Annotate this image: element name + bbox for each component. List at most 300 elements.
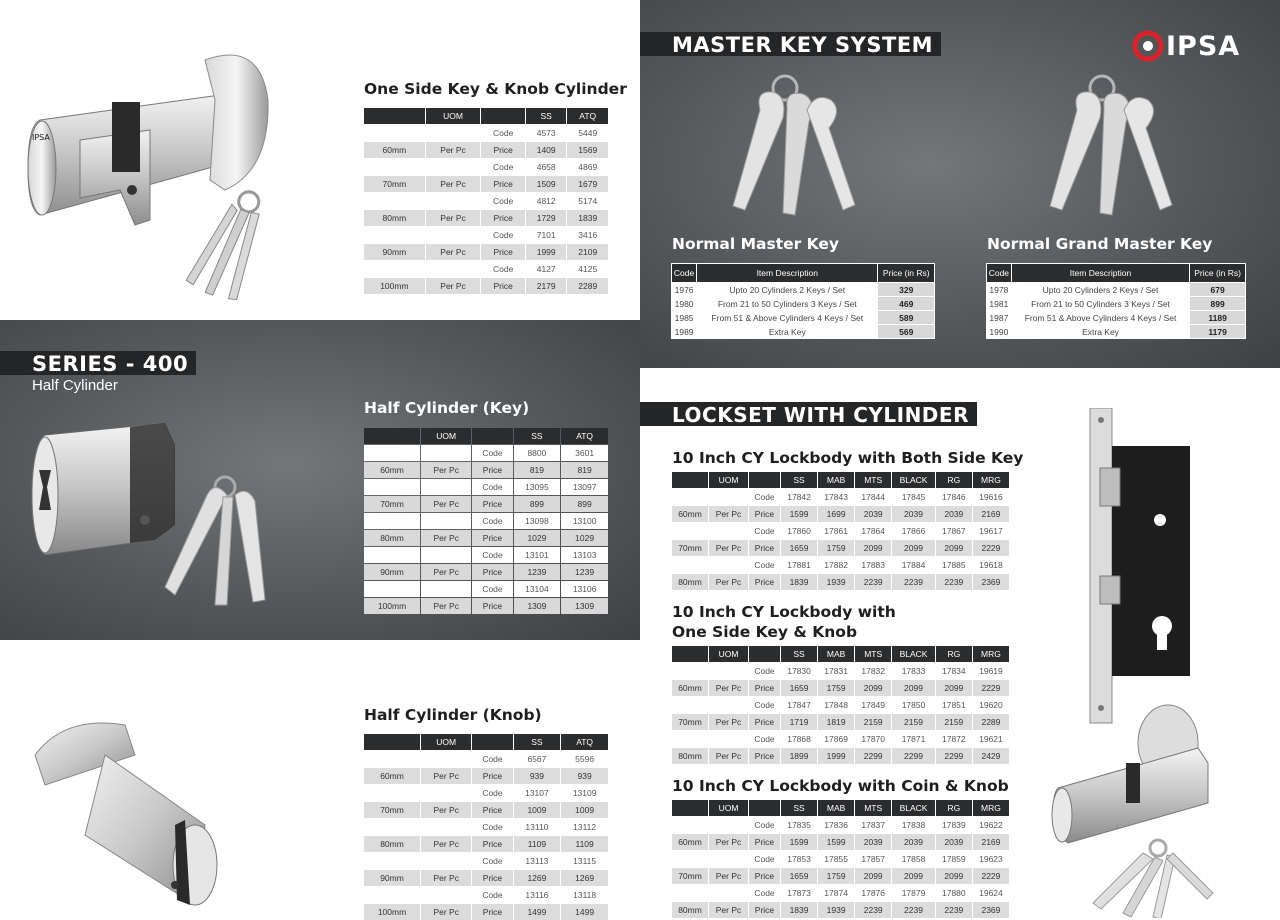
table-cell: 2289 — [973, 714, 1009, 730]
table-cell: Per Pc — [426, 210, 481, 226]
column-header — [364, 734, 420, 750]
table-row — [672, 885, 1009, 901]
table-row — [672, 680, 1009, 696]
table-cell: 13097 — [561, 479, 608, 495]
table-cell: 17873 — [781, 885, 817, 901]
table-cell: 13104 — [514, 581, 561, 597]
table-cell: 70mm — [672, 868, 708, 884]
table-cell: 17851 — [936, 697, 972, 713]
table-cell: 2099 — [855, 680, 891, 696]
table-cell: Extra Key — [1012, 325, 1189, 338]
banner-lockset: LOCKSET WITH CYLINDER — [640, 402, 977, 426]
column-header: UOM — [709, 646, 748, 662]
table-cell: Code — [481, 193, 525, 209]
column-header: Price (in Rs) — [1190, 264, 1245, 282]
section-title-half-knob: Half Cylinder (Knob) — [364, 706, 542, 724]
table-cell: 100mm — [364, 278, 425, 294]
table-row — [672, 748, 1009, 764]
section-title-normal-master: Normal Master Key — [672, 235, 840, 253]
table-cell: 2229 — [973, 680, 1009, 696]
column-header: RG — [936, 646, 972, 662]
table-cell: Per Pc — [421, 836, 471, 852]
table-cell — [672, 663, 708, 679]
table-row — [364, 768, 608, 784]
table-cell: 80mm — [672, 748, 708, 764]
table-cell: Code — [749, 489, 780, 505]
table-cell: 2299 — [892, 748, 935, 764]
table-cell: 13095 — [514, 479, 561, 495]
table-cell: Code — [472, 887, 512, 903]
table-cell — [672, 817, 708, 833]
table-cell: 17858 — [892, 851, 935, 867]
column-header: Price (in Rs) — [878, 264, 934, 282]
column-header: UOM — [421, 428, 471, 444]
table-cell: Code — [481, 261, 525, 277]
table-cell: 2099 — [855, 540, 891, 556]
table-cell — [672, 557, 708, 573]
table-cell: 4658 — [526, 159, 567, 175]
table-row — [364, 836, 608, 852]
table-cell: 13112 — [561, 819, 608, 835]
table-cell: Code — [472, 445, 512, 461]
table-cell: Upto 20 Cylinders 2 Keys / Set — [1012, 283, 1189, 296]
table-row — [364, 159, 608, 175]
table-cell: 1759 — [818, 680, 854, 696]
table-cell — [364, 547, 420, 563]
table-cell: 17839 — [936, 817, 972, 833]
table-cell: 1980 — [672, 297, 696, 310]
table-cell: 1409 — [526, 142, 567, 158]
table-row — [364, 904, 608, 920]
table-cell: Per Pc — [426, 278, 481, 294]
table-row — [672, 817, 1009, 833]
table-cell: 2159 — [936, 714, 972, 730]
table-cell: 1976 — [672, 283, 696, 296]
table-cell: Code — [749, 523, 780, 539]
table-cell — [364, 445, 420, 461]
table-header-row — [364, 734, 608, 750]
table-cell: Per Pc — [421, 564, 471, 580]
table-cell — [421, 853, 471, 869]
table-cell: 70mm — [364, 176, 425, 192]
table-cell: Code — [472, 819, 512, 835]
table-cell: 60mm — [364, 462, 420, 478]
table-cell: 1990 — [987, 325, 1011, 338]
table-cell: 2229 — [973, 868, 1009, 884]
table-cell: Code — [749, 885, 780, 901]
column-header — [364, 428, 420, 444]
table-cell: 2039 — [855, 834, 891, 850]
table-cell: 19620 — [973, 697, 1009, 713]
table-cell: 899 — [561, 496, 608, 512]
table-cell: 2429 — [973, 748, 1009, 764]
table-cell: Price — [749, 834, 780, 850]
table-cell: 13106 — [561, 581, 608, 597]
table-cell: Price — [749, 868, 780, 884]
table-header-row — [672, 646, 1009, 662]
table-cell: 1679 — [567, 176, 608, 192]
euro-cylinder-with-knob-image — [20, 40, 290, 300]
table-cell: Per Pc — [421, 904, 471, 920]
table-cell: 1569 — [567, 142, 608, 158]
table-grand-master-key — [986, 263, 1246, 339]
table-cell: 2239 — [936, 902, 972, 918]
table-cell — [364, 261, 425, 277]
section-title-coin-knob: 10 Inch CY Lockbody with Coin & Knob — [672, 777, 1009, 795]
table-cell: 1999 — [526, 244, 567, 260]
table-cell: 17830 — [781, 663, 817, 679]
table-cell: 13107 — [514, 785, 561, 801]
table-cell: 4812 — [526, 193, 567, 209]
table-cell: 2039 — [936, 506, 972, 522]
table-cell: Code — [472, 513, 512, 529]
table-row — [672, 663, 1009, 679]
table-cell: 4127 — [526, 261, 567, 277]
table-cell: Code — [472, 581, 512, 597]
price-table-coin-knob — [671, 799, 1010, 919]
table-cell: 2039 — [855, 506, 891, 522]
table-cell: 60mm — [364, 768, 420, 784]
table-cell: 939 — [561, 768, 608, 784]
column-header — [749, 800, 780, 816]
table-cell: From 51 & Above Cylinders 4 Keys / Set — [697, 311, 877, 324]
table-cell: 2099 — [855, 868, 891, 884]
master-keys-image-left — [725, 70, 865, 220]
column-header: ATQ — [561, 428, 608, 444]
table-cell: 1978 — [987, 283, 1011, 296]
table-header-row — [364, 428, 608, 444]
table-cell: 17833 — [892, 663, 935, 679]
table-cell: 1599 — [818, 834, 854, 850]
table-cell: 13100 — [561, 513, 608, 529]
table-row — [672, 557, 1009, 573]
table-cell: 1499 — [561, 904, 608, 920]
table-cell: 1987 — [987, 311, 1011, 324]
table-cell: 17876 — [855, 885, 891, 901]
table-cell: 17872 — [936, 731, 972, 747]
table-cell: Per Pc — [421, 802, 471, 818]
table-cell: 3416 — [567, 227, 608, 243]
table-cell: 2109 — [567, 244, 608, 260]
table-cell: 17859 — [936, 851, 972, 867]
half-cylinder-key-image — [25, 415, 275, 615]
table-cell — [421, 513, 471, 529]
table-cell — [672, 523, 708, 539]
table-cell: Price — [749, 506, 780, 522]
table-cell — [364, 853, 420, 869]
table-cell: 1939 — [818, 902, 854, 918]
table-cell: 1839 — [567, 210, 608, 226]
master-keys-image-right — [1042, 70, 1182, 220]
table-cell: Extra Key — [697, 325, 877, 338]
table-cell: 60mm — [672, 506, 708, 522]
table-cell: Per Pc — [426, 142, 481, 158]
table-cell: 2179 — [526, 278, 567, 294]
price-cell: 1189 — [1190, 311, 1245, 324]
table-cell: 13098 — [514, 513, 561, 529]
table-cell: 70mm — [672, 540, 708, 556]
table-cell: 2099 — [892, 680, 935, 696]
column-header: BLACK — [892, 800, 935, 816]
table-cell: 17880 — [936, 885, 972, 901]
table-header-row — [987, 264, 1245, 282]
table-header-row — [672, 800, 1009, 816]
table-cell: 17855 — [818, 851, 854, 867]
table-row — [672, 523, 1009, 539]
table-cell: 17857 — [855, 851, 891, 867]
table-cell: 1239 — [561, 564, 608, 580]
table-row — [364, 227, 608, 243]
table-cell: 60mm — [672, 834, 708, 850]
table-cell: 2239 — [892, 902, 935, 918]
table-cell: 17838 — [892, 817, 935, 833]
table-cell: Per Pc — [709, 540, 748, 556]
table-cell: 1899 — [781, 748, 817, 764]
table-cell — [709, 697, 748, 713]
table-cell: 19623 — [973, 851, 1009, 867]
section-title-half-key: Half Cylinder (Key) — [364, 399, 530, 417]
table-cell: 1699 — [818, 506, 854, 522]
table-cell: Code — [472, 751, 512, 767]
table-cell: 2289 — [567, 278, 608, 294]
table-cell: Price — [749, 574, 780, 590]
column-header: SS — [781, 646, 817, 662]
column-header: MRG — [973, 646, 1009, 662]
table-cell: Price — [472, 802, 512, 818]
table-cell: 17879 — [892, 885, 935, 901]
table-cell: 19617 — [973, 523, 1009, 539]
column-header — [472, 428, 512, 444]
table-cell: 70mm — [364, 496, 420, 512]
table-cell: 1009 — [514, 802, 561, 818]
table-cell: Code — [481, 125, 525, 141]
banner-series-400: SERIES - 400 — [0, 351, 196, 375]
table-cell: 80mm — [364, 836, 420, 852]
table-cell: 2239 — [936, 574, 972, 590]
table-cell: Price — [481, 244, 525, 260]
table-cell: 1839 — [781, 902, 817, 918]
table-cell — [421, 581, 471, 597]
table-cell: Code — [749, 851, 780, 867]
table-row — [672, 697, 1009, 713]
column-header — [472, 734, 512, 750]
table-cell: 4869 — [567, 159, 608, 175]
table-cell — [672, 697, 708, 713]
table-cell: 17848 — [818, 697, 854, 713]
column-header — [749, 472, 780, 488]
table-cell: 2099 — [936, 680, 972, 696]
ipsa-logo — [1132, 30, 1240, 62]
table-cell — [426, 125, 481, 141]
table-cell: Per Pc — [709, 868, 748, 884]
mortise-lockbody-image — [1080, 408, 1200, 728]
table-cell: 1659 — [781, 680, 817, 696]
table-cell: Code — [749, 557, 780, 573]
table-cell: 90mm — [364, 564, 420, 580]
ipsa-logo-mark — [1132, 30, 1164, 62]
table-cell: 13103 — [561, 547, 608, 563]
table-cell — [709, 817, 748, 833]
table-cell: 1269 — [514, 870, 561, 886]
table-cell: Code — [481, 227, 525, 243]
table-row — [364, 598, 608, 614]
table-cell: 1029 — [514, 530, 561, 546]
table-cell: 17861 — [818, 523, 854, 539]
table-cell: 819 — [514, 462, 561, 478]
table-cell: 6567 — [514, 751, 561, 767]
table-header-row — [672, 264, 934, 282]
table-cell: 2099 — [936, 868, 972, 884]
table-cell: 80mm — [364, 530, 420, 546]
table-cell: Code — [472, 479, 512, 495]
table-cell — [364, 581, 420, 597]
table-cell — [364, 227, 425, 243]
table-normal-master-key — [671, 263, 935, 339]
table-cell: Code — [481, 159, 525, 175]
table-cell — [421, 819, 471, 835]
table-row — [364, 564, 608, 580]
table-cell — [426, 159, 481, 175]
table-cell: Price — [472, 768, 512, 784]
table-cell: 70mm — [364, 802, 420, 818]
table-row — [987, 283, 1245, 296]
table-cell — [426, 261, 481, 277]
table-cell: 90mm — [364, 870, 420, 886]
table-cell: 17874 — [818, 885, 854, 901]
table-cell: 60mm — [672, 680, 708, 696]
table-cell: 17837 — [855, 817, 891, 833]
table-cell: Per Pc — [421, 768, 471, 784]
table-row — [364, 547, 608, 563]
table-cell: 1509 — [526, 176, 567, 192]
table-cell: Price — [472, 530, 512, 546]
table-cell: Code — [472, 547, 512, 563]
table-cell — [364, 751, 420, 767]
column-header: SS — [514, 428, 561, 444]
table-cell: 17884 — [892, 557, 935, 573]
table-cell: Price — [472, 836, 512, 852]
column-header — [672, 646, 708, 662]
table-cell: 17834 — [936, 663, 972, 679]
table-cell — [709, 731, 748, 747]
table-cell: Price — [472, 496, 512, 512]
table-cell: 13101 — [514, 547, 561, 563]
table-cell: Price — [749, 902, 780, 918]
column-header: MTS — [855, 472, 891, 488]
column-header: RG — [936, 800, 972, 816]
table-cell: 1981 — [987, 297, 1011, 310]
table-cell: Per Pc — [426, 176, 481, 192]
column-header: SS — [526, 108, 567, 124]
table-row — [364, 278, 608, 294]
table-cell — [364, 819, 420, 835]
table-cell: 17847 — [781, 697, 817, 713]
table-cell: 17881 — [781, 557, 817, 573]
table-row — [364, 819, 608, 835]
table-cell: 17842 — [781, 489, 817, 505]
table-row — [364, 785, 608, 801]
table-cell: 17831 — [818, 663, 854, 679]
column-header: UOM — [421, 734, 471, 750]
table-cell: 1659 — [781, 868, 817, 884]
table-row — [364, 479, 608, 495]
table-cell: 1819 — [818, 714, 854, 730]
table-cell: 13115 — [561, 853, 608, 869]
table-cell: 17853 — [781, 851, 817, 867]
table-cell: 2169 — [973, 834, 1009, 850]
table-cell: 2239 — [892, 574, 935, 590]
column-header: RG — [936, 472, 972, 488]
table-cell: 1309 — [514, 598, 561, 614]
column-header — [364, 108, 425, 124]
table-cell: 2159 — [855, 714, 891, 730]
table-row — [364, 261, 608, 277]
table-cell: 17868 — [781, 731, 817, 747]
table-cell: Per Pc — [421, 462, 471, 478]
table-cell: Price — [749, 714, 780, 730]
table-cell: 1759 — [818, 868, 854, 884]
table-cell: Code — [472, 785, 512, 801]
table-cell: 17835 — [781, 817, 817, 833]
table-cell: 2369 — [973, 574, 1009, 590]
table-cell: 17869 — [818, 731, 854, 747]
table-row — [672, 540, 1009, 556]
table-cell: Per Pc — [709, 714, 748, 730]
table-cell: 13110 — [514, 819, 561, 835]
table-cell: From 21 to 50 Cylinders 3 Keys / Set — [1012, 297, 1189, 310]
table-cell — [709, 557, 748, 573]
table-row — [364, 142, 608, 158]
panel-one-side-cylinder — [0, 0, 640, 320]
table-row — [364, 802, 608, 818]
table-cell — [364, 193, 425, 209]
table-cell: 100mm — [364, 904, 420, 920]
table-cell — [709, 851, 748, 867]
column-header: ATQ — [567, 108, 608, 124]
table-row — [672, 868, 1009, 884]
cylinder-with-knob-and-keys-image — [1048, 703, 1238, 918]
table-cell: 1999 — [818, 748, 854, 764]
price-table-both-side — [671, 471, 1010, 591]
column-header: MAB — [818, 472, 854, 488]
table-cell: 60mm — [364, 142, 425, 158]
table-cell: Price — [481, 210, 525, 226]
table-cell: Price — [472, 462, 512, 478]
table-row — [364, 445, 608, 461]
table-cell: Price — [749, 540, 780, 556]
table-cell: 17883 — [855, 557, 891, 573]
table-cell: 17871 — [892, 731, 935, 747]
table-row — [364, 244, 608, 260]
column-header — [749, 646, 780, 662]
table-cell: 5174 — [567, 193, 608, 209]
table-cell: 2099 — [892, 540, 935, 556]
price-cell: 569 — [878, 325, 934, 338]
table-cell: 1985 — [672, 311, 696, 324]
table-cell: 1599 — [781, 506, 817, 522]
column-header: UOM — [426, 108, 481, 124]
table-cell — [421, 785, 471, 801]
column-header: MTS — [855, 646, 891, 662]
column-header: Code — [987, 264, 1011, 282]
column-header: BLACK — [892, 646, 935, 662]
table-cell: 13118 — [561, 887, 608, 903]
table-cell: 17885 — [936, 557, 972, 573]
table-cell: 1729 — [526, 210, 567, 226]
table-cell: Code — [749, 731, 780, 747]
table-cell: 819 — [561, 462, 608, 478]
table-row — [672, 506, 1009, 522]
